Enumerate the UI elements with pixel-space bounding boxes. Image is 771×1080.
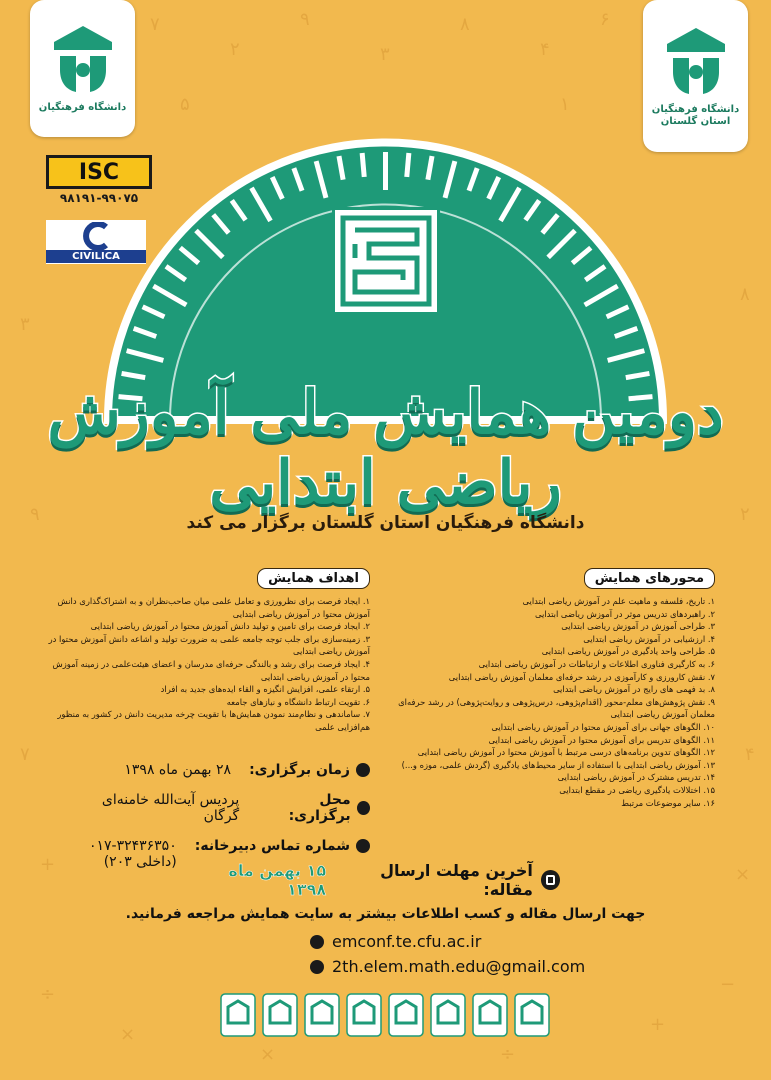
svg-text:+: + xyxy=(650,1014,666,1035)
svg-text:۴: ۴ xyxy=(540,39,550,60)
goals-item: ۳. زمینه‌سازی برای جلب توجه جامعه علمی به ضرورت تولید و اشاعه دانش آموزش محتوا در آموزش ریاضی ابتدایی xyxy=(48,633,370,657)
civilica-c-icon xyxy=(79,222,113,250)
axes-section xyxy=(397,568,715,809)
svg-text:−: − xyxy=(720,974,736,995)
phone-icon xyxy=(356,839,370,853)
venue-label: محل برگزاری: xyxy=(288,792,351,824)
svg-text:+: + xyxy=(40,854,56,875)
page-title: دومین همایش ملی آموزش ریاضی ابتدایی xyxy=(47,378,724,518)
axes-item: ۱. تاریخ، فلسفه و ماهیت علم در آموزش ریاضی ابتدایی xyxy=(522,596,715,606)
axes-item: ۱۵. اختلالات یادگیری ریاضی در مقطع ابتدایی xyxy=(559,784,715,795)
svg-text:×: × xyxy=(735,864,751,885)
email-icon xyxy=(310,960,324,974)
axes-item: ۴. ارزشیابی در آموزش ریاضی ابتدایی xyxy=(583,633,715,644)
svg-text:×: × xyxy=(260,1044,276,1065)
svg-text:۲: ۲ xyxy=(230,39,240,60)
right-logo-caption-1: دانشگاه فرهنگیان xyxy=(651,103,740,115)
calendar-icon xyxy=(541,870,560,890)
svg-text:۹: ۹ xyxy=(300,9,310,30)
svg-text:÷: ÷ xyxy=(500,1044,516,1065)
sponsor-7-logo xyxy=(472,993,508,1037)
svg-text:۶: ۶ xyxy=(600,9,610,30)
venue-row xyxy=(70,792,370,824)
contact-block xyxy=(310,932,585,976)
svg-text:۳: ۳ xyxy=(20,314,30,335)
axes-item: ۱۰. الگوهای جهانی برای آموزش محتوا در آموزش ریاضی ابتدایی xyxy=(491,721,715,732)
goals-title: اهداف همایش xyxy=(257,568,370,589)
sponsor-8-logo xyxy=(514,993,550,1037)
axes-item: ۸. بد فهمی های رایج در آموزش ریاضی ابتدایی xyxy=(553,684,715,695)
sponsor-logos xyxy=(220,990,550,1040)
kufic-logo xyxy=(332,207,440,315)
venue-value: پردیس آیت‌الله خامنه‌ای گرگان xyxy=(101,792,240,824)
goals-item: ۴. ایجاد فرصت برای رشد و بالندگی حرفه‌ای مدرسان و اعضای هیئت‌علمی در زمینه آموزش محتوا در آموزش ریاضی ابتدایی xyxy=(52,658,370,682)
more-info-text: جهت ارسال مقاله و کسب اطلاعات بیشتر به سایت همایش مراجعه فرمانید. xyxy=(125,906,646,922)
clock-icon xyxy=(356,763,370,777)
event-info xyxy=(70,762,370,870)
date-label: زمان برگزاری: xyxy=(249,762,350,778)
sponsor-2-logo xyxy=(262,993,298,1037)
svg-text:۲: ۲ xyxy=(740,504,750,525)
deadline-row xyxy=(190,861,560,899)
axes-item: ۷. نقش کارورزی و کارآموزی در رشد حرفه‌ای معلمان آموزش ریاضی ابتدایی xyxy=(448,671,715,682)
axes-item: ۲. راهبردهای تدریس موثر در آموزش ریاضی ابتدایی xyxy=(535,608,715,619)
email-link[interactable]: 2th.elem.math.edu@gmail.com xyxy=(332,957,586,976)
svg-text:۷: ۷ xyxy=(20,744,30,765)
university-logo-left xyxy=(30,0,135,137)
axes-item: ۶. به کارگیری فناوری اطلاعات و ارتباطات در آموزش ریاضی ابتدایی xyxy=(478,658,715,669)
sponsor-6-logo xyxy=(430,993,466,1037)
goals-list xyxy=(40,595,370,734)
axes-item: ۱۱. الگوهای تدریس برای آموزش محتوا در آموزش ریاضی ابتدایی xyxy=(488,734,715,745)
axes-item: ۱۳. آموزش ریاضی ابتدایی با استفاده از سایر محیط‌های یادگیری (گردش علمی، موزه و...) xyxy=(401,759,715,770)
axes-item: ۱۲. الگوهای تدوین برنامه‌های درسی مرتبط با آموزش محتوا در آموزش ریاضی ابتدایی xyxy=(417,747,715,758)
page-subtitle: دانشگاه فرهنگیان استان گلستان برگزار می کند xyxy=(186,513,585,533)
goals-item: ۶. تقویت ارتباط دانشگاه و نیازهای جامعه xyxy=(226,696,370,707)
svg-text:۴: ۴ xyxy=(745,744,755,765)
svg-text:۳: ۳ xyxy=(380,44,390,65)
svg-text:۵: ۵ xyxy=(180,94,190,115)
axes-item: ۵. طراحی واحد یادگیری در آموزش ریاضی ابتدایی xyxy=(541,646,715,657)
axes-list xyxy=(397,595,715,809)
isc-code: ۹۸۱۹۱-۹۹۰۷۵ xyxy=(59,191,139,205)
date-row xyxy=(70,762,370,778)
svg-text:۸: ۸ xyxy=(740,284,750,305)
goals-item: ۵. ارتقاء علمی، افزایش انگیزه و القاء ایده‌های جدید به افراد xyxy=(160,684,370,695)
goals-item: ۷. ساماندهی و نظام‌مند نمودن همایش‌ها با تقویت چرخه مدیریت دانش در کشور به منظور هم‌افزایی علمی xyxy=(57,709,370,732)
goals-section xyxy=(40,568,370,734)
svg-text:۸: ۸ xyxy=(460,14,470,35)
goals-item: ۱. ایجاد فرصت برای نظرورزی و تعامل علمی میان صاحب‌نظران و به اشتراک‌گذاری دانش آموزش محتوا در آموزش ریاضی ابتدایی xyxy=(57,596,370,619)
svg-text:۱: ۱ xyxy=(560,94,570,115)
isc-badge xyxy=(46,155,152,205)
axes-title: محورهای همایش xyxy=(584,568,715,589)
svg-text:÷: ÷ xyxy=(40,984,56,1005)
axes-item: ۳. طراحی آموزش در آموزش ریاضی ابتدایی xyxy=(561,621,715,632)
phone-value: ۰۱۷-۳۲۴۳۶۳۵۰ xyxy=(88,838,177,854)
right-logo-caption-2: استان گلستان xyxy=(660,116,731,127)
isc-logo: ISC xyxy=(46,155,152,189)
phone-ext: (داخلی ۲۰۳) xyxy=(103,854,177,870)
website-link[interactable]: emconf.te.cfu.ac.ir xyxy=(332,932,482,951)
university-emblem-icon xyxy=(661,24,731,104)
sponsor-1-logo xyxy=(220,993,256,1037)
university-emblem-icon xyxy=(48,22,118,102)
svg-text:۹: ۹ xyxy=(30,504,40,525)
svg-text:۷: ۷ xyxy=(150,14,160,35)
sponsor-4-logo xyxy=(346,993,382,1037)
svg-text:×: × xyxy=(120,1024,136,1045)
deadline-date: ۱۵ بهمن ماه ۱۳۹۸ xyxy=(228,861,327,899)
university-logo-right xyxy=(643,0,748,152)
axes-item: ۱۶. سایر موضوعات مرتبط xyxy=(621,797,715,808)
phone-label: شماره تماس دبیرخانه: xyxy=(194,838,350,854)
axes-item: ۹. نقش پژوهش‌های معلم-محور (اقدام‌پژوهی، درس‌پژوهی و روایت‌پژوهی) در رشد حرفه‌ای معلمان آموزش ریاضی ابتدایی xyxy=(398,696,715,720)
civilica-label: CIVILICA xyxy=(46,250,146,263)
sponsor-3-logo xyxy=(304,993,340,1037)
axes-item: ۱۴. تدریس مشترک در آموزش ریاضی ابتدایی xyxy=(557,772,715,783)
civilica-badge xyxy=(46,220,146,264)
left-logo-caption: دانشگاه فرهنگیان xyxy=(38,102,127,114)
goals-item: ۲. ایجاد فرصت برای تامین و تولید دانش آموزش محتوا در آموزش ریاضی ابتدایی xyxy=(90,621,370,632)
date-value: ۲۸ بهمن ماه ۱۳۹۸ xyxy=(124,762,232,778)
sponsor-5-logo xyxy=(388,993,424,1037)
globe-icon xyxy=(310,935,324,949)
location-pin-icon xyxy=(357,801,370,815)
deadline-label: آخرین مهلت ارسال مقاله: xyxy=(380,861,533,899)
